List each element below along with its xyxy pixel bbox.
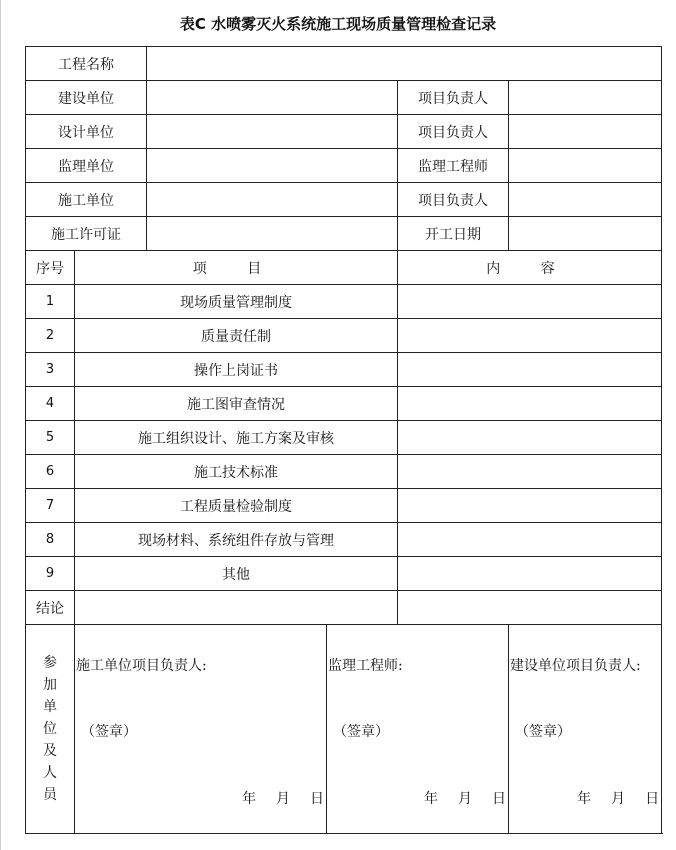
- table-row: [26, 285, 662, 319]
- item-header: 项 目: [75, 251, 398, 285]
- table-row: [26, 387, 662, 421]
- builder-signature-block[interactable]: [509, 625, 662, 834]
- participants-label: 参 加 单 位 及 人 员: [26, 625, 75, 834]
- item-number: 3: [26, 353, 75, 387]
- item-name: 工程质量检验制度: [75, 489, 398, 523]
- item-number: 6: [26, 455, 75, 489]
- builder-manager-value[interactable]: [509, 81, 662, 115]
- item-content[interactable]: [398, 489, 662, 523]
- item-name: 现场质量管理制度: [75, 285, 398, 319]
- supervising-engineer-value[interactable]: [509, 149, 662, 183]
- conclusion-extra[interactable]: [398, 591, 662, 625]
- contractor-value[interactable]: [147, 183, 398, 217]
- project-name-label: 工程名称: [26, 47, 147, 81]
- header-row-supervisor: [26, 149, 662, 183]
- column-header-row: [26, 251, 662, 285]
- supervisor-value[interactable]: [147, 149, 398, 183]
- contractor-manager-label: 项目负责人: [398, 183, 509, 217]
- quality-check-table: [25, 46, 662, 834]
- designer-manager-value[interactable]: [509, 115, 662, 149]
- designer-manager-label: 项目负责人: [398, 115, 509, 149]
- contractor-stamp-label: （签章）: [81, 724, 137, 740]
- header-row-permit: [26, 217, 662, 251]
- participants-row: [26, 625, 662, 834]
- conclusion-value[interactable]: [75, 591, 398, 625]
- item-name: 质量责任制: [75, 319, 398, 353]
- builder-sign-date: 年 月 日: [577, 791, 660, 807]
- item-number: 2: [26, 319, 75, 353]
- supervisor-stamp-label: （签章）: [333, 724, 389, 740]
- designer-value[interactable]: [147, 115, 398, 149]
- table-row: [26, 421, 662, 455]
- contractor-manager-value[interactable]: [509, 183, 662, 217]
- page-edge: [0, 0, 1, 850]
- contractor-label: 施工单位: [26, 183, 147, 217]
- permit-value[interactable]: [147, 217, 398, 251]
- table-row: [26, 523, 662, 557]
- page-title: 表C 水喷雾灭火系统施工现场质量管理检查记录: [179, 15, 497, 33]
- item-name: 施工技术标准: [75, 455, 398, 489]
- supervisor-signer-label: 监理工程师:: [328, 658, 403, 674]
- builder-stamp-label: （签章）: [515, 724, 571, 740]
- start-date-value[interactable]: [509, 217, 662, 251]
- table-row: [26, 353, 662, 387]
- header-row-builder: [26, 81, 662, 115]
- contractor-signer-label: 施工单位项目负责人:: [76, 658, 207, 674]
- contractor-sign-date: 年 月 日: [242, 791, 324, 807]
- seq-header: 序号: [26, 251, 75, 285]
- item-number: 4: [26, 387, 75, 421]
- supervisor-label: 监理单位: [26, 149, 147, 183]
- item-number: 5: [26, 421, 75, 455]
- item-name: 现场材料、系统组件存放与管理: [75, 523, 398, 557]
- item-content[interactable]: [398, 353, 662, 387]
- item-content[interactable]: [398, 455, 662, 489]
- supervisor-sign-date: 年 月 日: [424, 791, 506, 807]
- item-content[interactable]: [398, 421, 662, 455]
- item-name: 施工图审查情况: [75, 387, 398, 421]
- item-name: 操作上岗证书: [75, 353, 398, 387]
- header-row-project-name: [26, 47, 662, 81]
- table-row: [26, 319, 662, 353]
- supervising-engineer-label: 监理工程师: [398, 149, 509, 183]
- builder-signer-label: 建设单位项目负责人:: [510, 658, 641, 674]
- conclusion-label: 结论: [26, 591, 75, 625]
- builder-label: 建设单位: [26, 81, 147, 115]
- item-number: 9: [26, 557, 75, 591]
- conclusion-row: [26, 591, 662, 625]
- supervisor-signature-block[interactable]: [327, 625, 509, 834]
- item-content[interactable]: [398, 285, 662, 319]
- permit-label: 施工许可证: [26, 217, 147, 251]
- item-number: 1: [26, 285, 75, 319]
- start-date-label: 开工日期: [398, 217, 509, 251]
- item-content[interactable]: [398, 387, 662, 421]
- table-row: [26, 557, 662, 591]
- item-content[interactable]: [398, 319, 662, 353]
- item-name: 施工组织设计、施工方案及审核: [75, 421, 398, 455]
- item-content[interactable]: [398, 557, 662, 591]
- project-name-value[interactable]: [147, 47, 662, 81]
- item-number: 7: [26, 489, 75, 523]
- builder-value[interactable]: [147, 81, 398, 115]
- content-header: 内 容: [398, 251, 662, 285]
- designer-label: 设计单位: [26, 115, 147, 149]
- item-number: 8: [26, 523, 75, 557]
- item-name: 其他: [75, 557, 398, 591]
- table-row: [26, 455, 662, 489]
- item-content[interactable]: [398, 523, 662, 557]
- contractor-signature-block[interactable]: [75, 625, 327, 834]
- header-row-designer: [26, 115, 662, 149]
- table-row: [26, 489, 662, 523]
- header-row-contractor: [26, 183, 662, 217]
- builder-manager-label: 项目负责人: [398, 81, 509, 115]
